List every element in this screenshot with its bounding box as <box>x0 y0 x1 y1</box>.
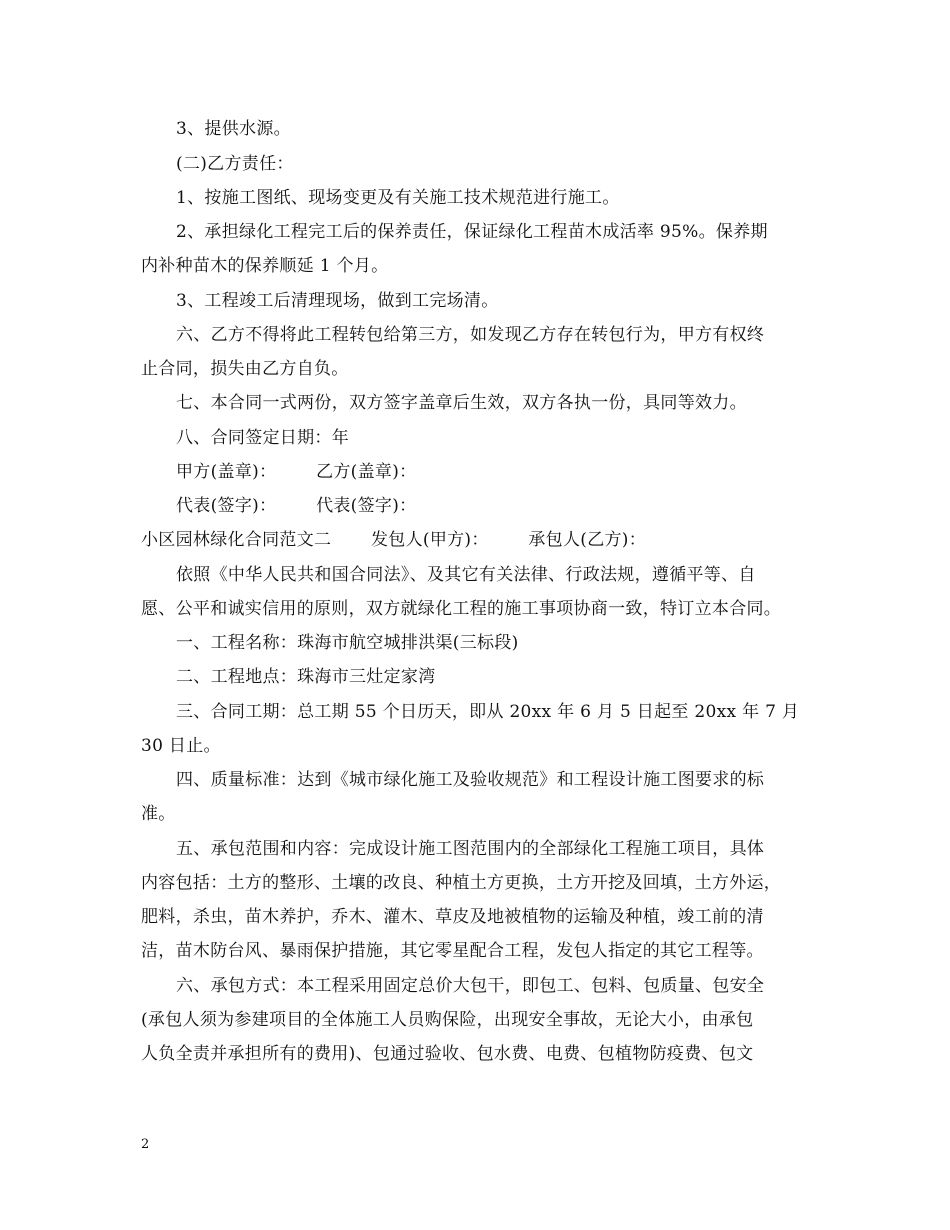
text-line: 三、合同工期：总工期 55 个日历天，即从 20xx 年 6 月 5 日起至 20xx 年 7 月 <box>176 702 800 722</box>
signature-line-seal: 甲方(盖章)： 乙方(盖章)： <box>176 462 417 482</box>
text-line: 六、承包方式：本工程采用固定总价大包干，即包工、包料、包质量、包安全 <box>176 976 765 996</box>
section-heading-line: 小区园林绿化合同范文二 发包人(甲方)： 承包人(乙方)： <box>141 530 647 550</box>
text-line: 准。 <box>141 804 176 824</box>
text-line: (二)乙方责任： <box>176 154 294 174</box>
text-line: 止合同，损失由乙方自负。 <box>141 359 349 379</box>
text-line: 四、质量标准：达到《城市绿化施工及验收规范》和工程设计施工图要求的标 <box>176 770 765 790</box>
page-number: 2 <box>141 1137 150 1152</box>
text-line: 内补种苗木的保养顺延 1 个月。 <box>141 256 389 276</box>
text-line: 一、工程名称：珠海市航空城排洪渠(三标段) <box>176 633 519 653</box>
text-line: 2、承担绿化工程完工后的保养责任，保证绿化工程苗木成活率 95%。保养期 <box>176 222 768 242</box>
text-line: 1、按施工图纸、现场变更及有关施工技术规范进行施工。 <box>176 188 620 208</box>
text-line: 30 日止。 <box>141 736 221 756</box>
text-line: 依照《中华人民共和国合同法》、及其它有关法律、行政法规，遵循平等、自 <box>176 565 756 585</box>
text-line: 3、工程竣工后清理现场，做到工完场清。 <box>176 291 499 311</box>
text-line: 五、承包范围和内容：完成设计施工图范围内的全部绿化工程施工项目，具体 <box>176 839 765 859</box>
text-line: 八、合同签定日期：年 <box>176 428 349 448</box>
text-line: 愿、公平和诚实信用的原则，双方就绿化工程的施工事项协商一致，特订立本合同。 <box>141 599 782 619</box>
text-line: 洁，苗木防台风、暴雨保护措施，其它零星配合工程，发包人指定的其它工程等。 <box>141 941 764 961</box>
text-line: 内容包括：土方的整形、土壤的改良、种植土方更换，土方开挖及回填，土方外运， <box>141 873 782 893</box>
signature-line-representative: 代表(签字)： 代表(签字)： <box>176 496 417 516</box>
text-line: 二、工程地点：珠海市三灶定家湾 <box>176 667 436 687</box>
text-line: 七、本合同一式两份，双方签字盖章后生效，双方各执一份，具同等效力。 <box>176 393 747 413</box>
text-line: (承包人须为参建项目的全体施工人员购保险，出现安全事故，无论大小，由承包 <box>141 1010 754 1030</box>
text-line: 肥料，杀虫，苗木养护，乔木、灌木、草皮及地被植物的运输及种植，竣工前的清 <box>141 907 764 927</box>
text-line: 3、提供水源。 <box>176 119 291 139</box>
text-line: 六、乙方不得将此工程转包给第三方，如发现乙方存在转包行为，甲方有权终 <box>176 325 765 345</box>
text-line: 人负全责并承担所有的费用)、包通过验收、包水费、电费、包植物防疫费、包文 <box>141 1044 754 1064</box>
